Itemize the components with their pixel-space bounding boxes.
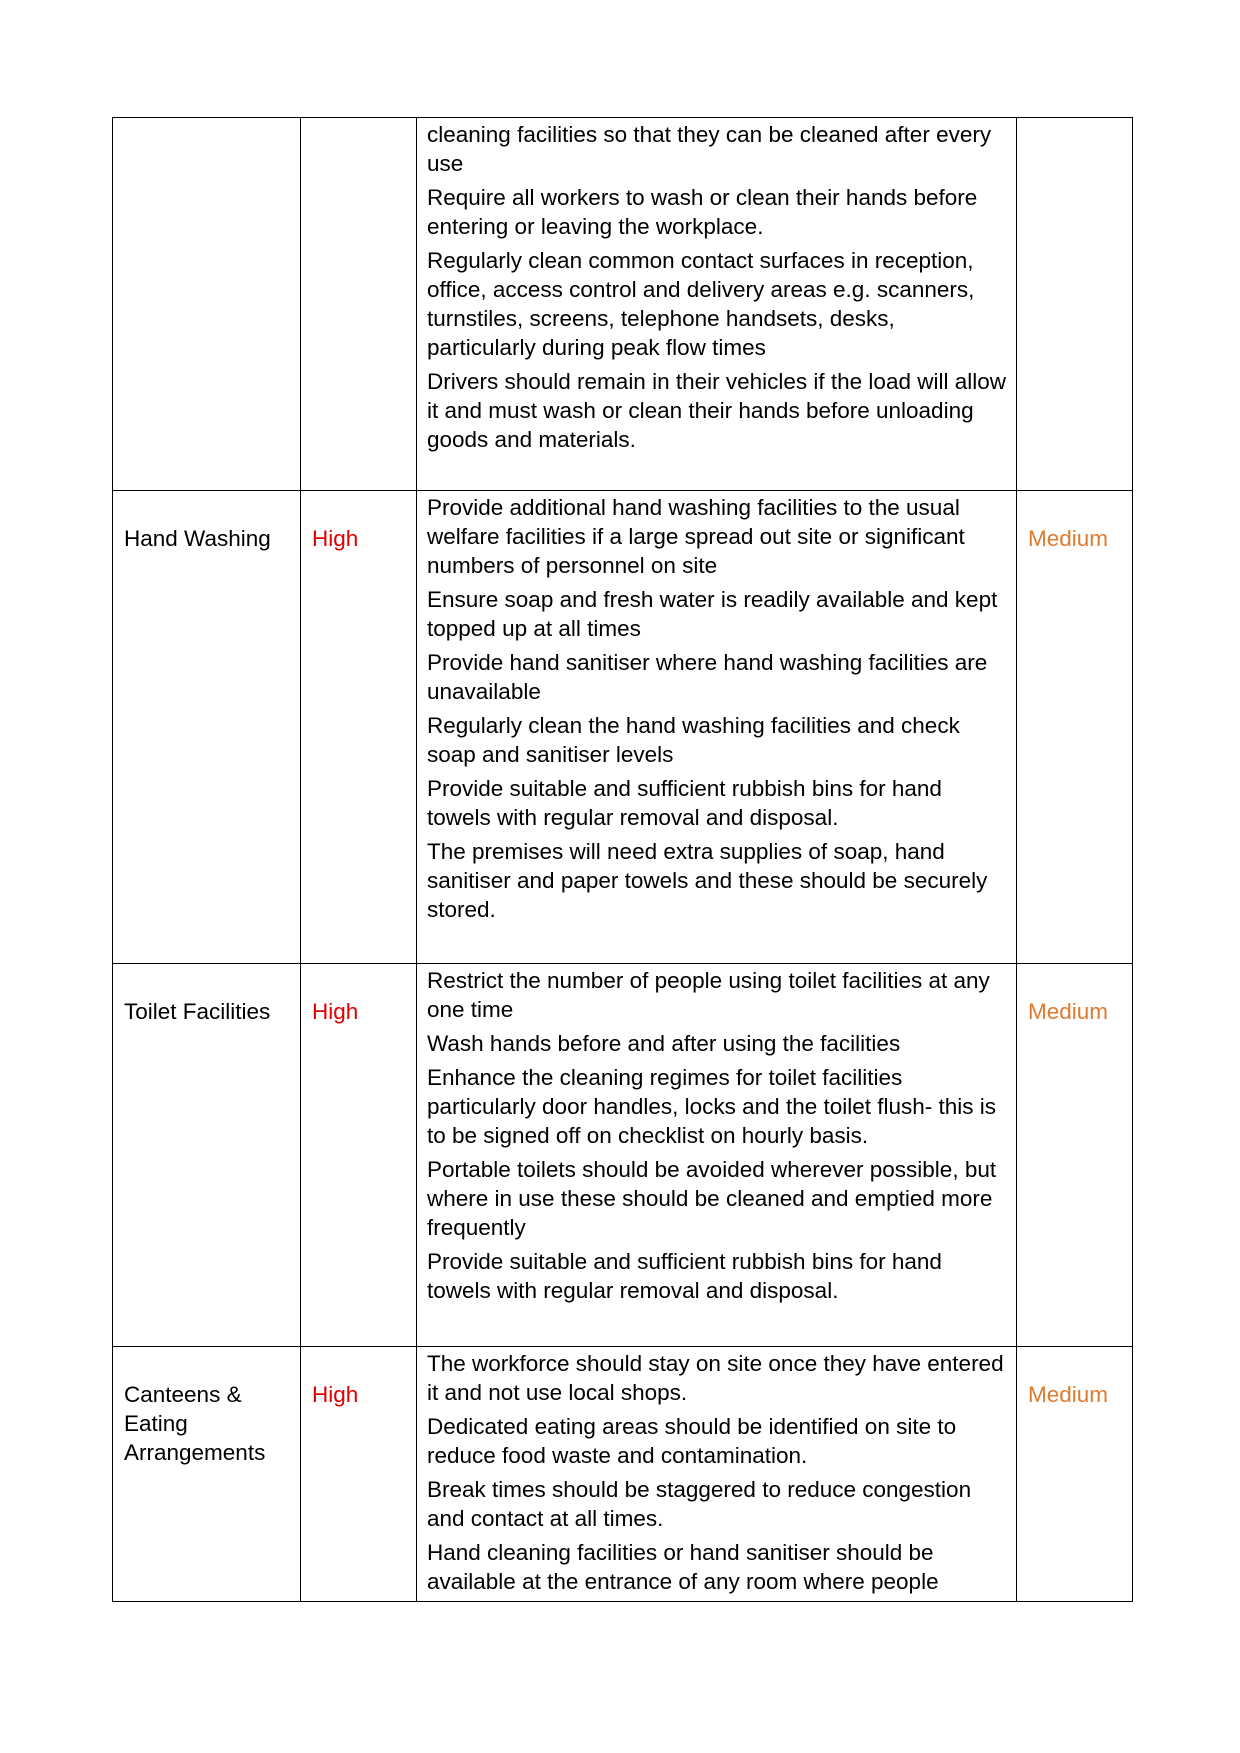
hazard-cell: Canteens & Eating Arrangements xyxy=(113,1347,301,1602)
control-measures-cell xyxy=(417,118,1017,491)
control-measure: Dedicated eating areas should be identified on site to reduce food waste and contamination. xyxy=(427,1414,957,1468)
control-measure: Wash hands before and after using the facilities xyxy=(427,1031,901,1056)
control-measure: Ensure soap and fresh water is readily available and kept topped up at all times xyxy=(427,587,998,641)
risk-level-cell: High xyxy=(301,1347,417,1602)
risk-assessment-table xyxy=(112,117,1133,1602)
control-measure: Portable toilets should be avoided wherever possible, but where in use these should be cleaned and emptied more frequently xyxy=(427,1157,997,1240)
residual-risk-cell: Medium xyxy=(1017,1347,1133,1602)
hazard-cell xyxy=(113,118,301,491)
control-measure: Regularly clean common contact surfaces in reception, office, access control and delivery areas e.g. scanners, turnstiles, screens, telephone handsets, desks, particularly during peak flow times xyxy=(427,248,975,360)
control-measure: The premises will need extra supplies of soap, hand sanitiser and paper towels and these should be securely stored. xyxy=(427,839,988,922)
table-row xyxy=(113,1347,1133,1602)
risk-level-cell: High xyxy=(301,491,417,964)
control-measure: Provide additional hand washing facilities to the usual welfare facilities if a large spread out site or significant numbers of personnel on site xyxy=(427,495,965,578)
risk-level-cell: High xyxy=(301,964,417,1347)
hazard-cell: Hand Washing xyxy=(113,491,301,964)
control-measure: cleaning facilities so that they can be cleaned after every use xyxy=(427,122,992,176)
control-measure: Break times should be staggered to reduce congestion and contact at all times. xyxy=(427,1477,972,1531)
control-measure: Drivers should remain in their vehicles if the load will allow it and must wash or clean their hands before unloading goods and materials. xyxy=(427,369,1006,452)
control-measure: Provide hand sanitiser where hand washing facilities are unavailable xyxy=(427,650,988,704)
residual-risk-cell: Medium xyxy=(1017,491,1133,964)
residual-risk-cell xyxy=(1017,118,1133,491)
control-measure: Restrict the number of people using toilet facilities at any one time xyxy=(427,968,990,1022)
table-row xyxy=(113,118,1133,491)
control-measure: Provide suitable and sufficient rubbish bins for hand towels with regular removal and disposal. xyxy=(427,1249,942,1303)
control-measures-cell xyxy=(417,491,1017,964)
control-measure: Enhance the cleaning regimes for toilet facilities particularly door handles, locks and the toilet flush- this is to be signed off on checklist on hourly basis. xyxy=(427,1065,997,1148)
control-measure: Regularly clean the hand washing facilities and check soap and sanitiser levels xyxy=(427,713,960,767)
control-measure: Require all workers to wash or clean their hands before entering or leaving the workplace. xyxy=(427,185,978,239)
control-measure: Hand cleaning facilities or hand sanitiser should be available at the entrance of any room where people xyxy=(427,1540,939,1594)
hazard-cell: Toilet Facilities xyxy=(113,964,301,1347)
table-row xyxy=(113,491,1133,964)
table-row xyxy=(113,964,1133,1347)
control-measures-cell xyxy=(417,964,1017,1347)
control-measure: Provide suitable and sufficient rubbish bins for hand towels with regular removal and disposal. xyxy=(427,776,942,830)
control-measures-cell xyxy=(417,1347,1017,1602)
risk-level-cell xyxy=(301,118,417,491)
residual-risk-cell: Medium xyxy=(1017,964,1133,1347)
control-measure: The workforce should stay on site once they have entered it and not use local shops. xyxy=(427,1351,1004,1405)
